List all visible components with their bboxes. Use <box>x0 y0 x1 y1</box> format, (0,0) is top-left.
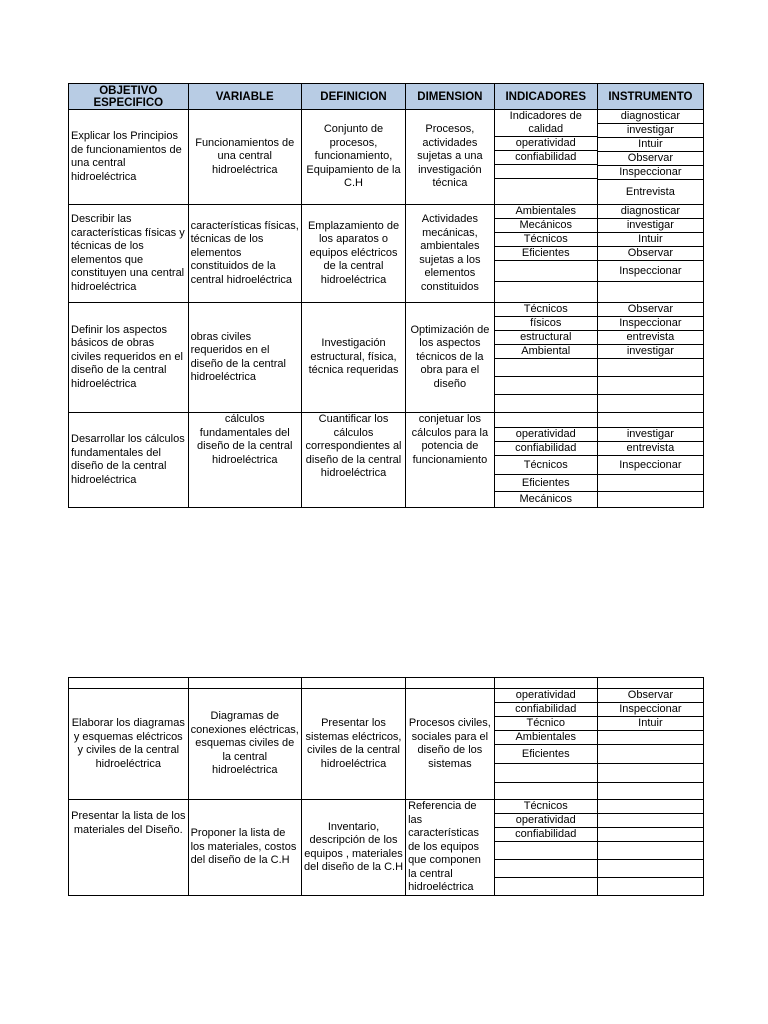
instrument-item: Inspeccionar <box>598 703 703 717</box>
instrument-item <box>598 282 703 303</box>
instrument-item: Observar <box>598 247 703 261</box>
dimension-cell: Optimización de los aspectos técnicos de la obra para el diseño <box>406 303 495 413</box>
indicadores-cell <box>494 110 597 205</box>
blank-row <box>69 678 704 689</box>
instrument-item: Inspeccionar <box>598 166 703 180</box>
instrument-item: Intuir <box>598 138 703 152</box>
header-definicion: DEFINICION <box>301 84 405 110</box>
instrument-item <box>598 731 703 745</box>
header-indicadores: INDICADORES <box>494 84 597 110</box>
instrumentos-cell <box>597 689 703 800</box>
instrumentos-cell <box>597 110 703 205</box>
dimension-cell: Procesos civiles, sociales para el diseño de los sistemas <box>406 689 495 800</box>
instrument-item: Entrevista <box>625 185 675 198</box>
indicator-item: Eficientes <box>495 247 597 261</box>
instrument-item: entrevista <box>598 442 703 456</box>
instrument-item <box>598 828 703 842</box>
indicator-item: Ambientales <box>495 205 597 219</box>
variable-cell: obras civiles requeridos en el diseño de la central hidroeléctrica <box>188 303 301 413</box>
indicator-item <box>495 359 597 377</box>
indicator-item: Mecánicos <box>519 493 573 505</box>
header-objetivo: OBJETIVO ESPECIFICO <box>69 84 189 110</box>
indicator-item <box>495 878 597 896</box>
indicadores-cell <box>494 689 597 800</box>
indicator-item: confiabilidad <box>495 442 597 456</box>
operationalization-table-1 <box>68 83 704 508</box>
table-row <box>69 205 704 303</box>
indicator-item: Ambiental <box>495 345 597 359</box>
indicator-item: Eficientes <box>495 475 597 492</box>
definicion-cell: Presentar los sistemas eléctricos, civiles de la central hidroeléctrica <box>301 689 405 800</box>
variable-cell: cálculos fundamentales del diseño de la central hidroeléctrica <box>188 413 301 508</box>
indicator-item: Técnico <box>495 717 597 731</box>
instrument-item <box>598 764 703 783</box>
instrument-item <box>598 475 703 492</box>
indicadores-cell <box>494 800 597 896</box>
indicator-item <box>495 842 597 860</box>
indicator-item <box>495 377 597 395</box>
indicator-item <box>495 764 597 783</box>
objetivo-cell: Desarrollar los cálculos fundamentales del diseño de la central hidroeléctrica <box>69 413 189 508</box>
operationalization-table-2 <box>68 677 704 896</box>
indicator-item: Técnicos <box>495 800 597 814</box>
header-variable: VARIABLE <box>188 84 301 110</box>
indicator-item <box>495 413 597 428</box>
header-dimension: DIMENSION <box>406 84 495 110</box>
objetivo-cell: Explicar los Principios de funcionamientos de una central hidroeléctrica <box>69 110 189 205</box>
instrument-item: investigar <box>598 124 703 138</box>
indicator-item <box>495 282 597 303</box>
table-row <box>69 110 704 205</box>
instrument-item: entrevista <box>598 331 703 345</box>
indicator-item: Ambientales <box>495 731 597 745</box>
table-row <box>69 800 704 896</box>
indicator-item: confiabilidad <box>495 828 597 842</box>
indicator-item: confiabilidad <box>495 151 597 165</box>
indicadores-cell <box>494 303 597 413</box>
instrument-item <box>598 783 703 800</box>
header-instrumento: INSTRUMENTO <box>597 84 703 110</box>
variable-cell: Proponer la lista de los materiales, costos del diseño de la C.H <box>188 800 301 896</box>
indicator-item: físicos <box>495 317 597 331</box>
instrument-item: Inspeccionar <box>598 456 703 475</box>
header-row <box>69 84 704 110</box>
indicator-item: operatividad <box>495 689 597 703</box>
instrument-item <box>598 413 703 428</box>
dimension-cell: Actividades mecánicas, ambientales sujetas a los elementos constituidos <box>406 205 495 303</box>
definicion-cell: Investigación estructural, física, técnica requeridas <box>301 303 405 413</box>
instrumentos-cell <box>597 205 703 303</box>
instrument-item <box>598 377 703 395</box>
indicator-item <box>495 860 597 878</box>
indicator-item: confiabilidad <box>495 703 597 717</box>
instrument-item <box>598 842 703 860</box>
instrument-item: diagnosticar <box>598 110 703 124</box>
instrument-item: Observar <box>598 689 703 703</box>
instrument-item <box>598 878 703 896</box>
indicator-item: operatividad <box>495 814 597 828</box>
table-row <box>69 303 704 413</box>
instrument-item: Inspeccionar <box>598 261 703 282</box>
objetivo-cell: Describir las características físicas y técnicas de los elementos que constituyen una central hidroeléctrica <box>69 205 189 303</box>
definicion-cell: Cuantificar los cálculos correspondientes al diseño de la central hidroeléctrica <box>301 413 405 508</box>
dimension-cell: Referencia de las características de los equipos que componen la central hidroeléctrica <box>406 800 495 896</box>
table-row <box>69 413 704 508</box>
indicator-item: Mecánicos <box>495 219 597 233</box>
instrumentos-cell <box>597 303 703 413</box>
instrument-item: investigar <box>598 345 703 359</box>
indicadores-cell <box>494 205 597 303</box>
instrument-item <box>598 860 703 878</box>
indicator-item: Técnicos <box>495 303 597 317</box>
indicator-item: Eficientes <box>495 745 597 764</box>
objetivo-cell: Definir los aspectos básicos de obras civiles requeridos en el diseño de la central hidroeléctrica <box>69 303 189 413</box>
instrument-item: Observar <box>598 152 703 166</box>
dimension-cell: Procesos, actividades sujetas a una investigación técnica <box>406 110 495 205</box>
indicator-item: Técnicos <box>495 456 597 475</box>
variable-cell: características físicas, técnicas de los elementos constituidos de la central hidroeléctrica <box>188 205 301 303</box>
instrument-item: investigar <box>598 219 703 233</box>
indicator-item <box>495 261 597 282</box>
instrumentos-cell <box>597 413 703 508</box>
objetivo-cell: Presentar la lista de los materiales del Diseño. <box>69 800 189 896</box>
definicion-cell: Conjunto de procesos, funcionamiento, Equipamiento de la C.H <box>301 110 405 205</box>
instrument-item: Observar <box>598 303 703 317</box>
instrument-item <box>598 492 703 508</box>
variable-cell: Diagramas de conexiones eléctricas, esquemas civiles de la central hidroeléctrica <box>188 689 301 800</box>
indicator-item <box>495 783 597 800</box>
indicator-item <box>495 395 597 413</box>
indicator-item: operatividad <box>495 137 597 151</box>
instrument-item: investigar <box>598 428 703 442</box>
instrument-item: Inspeccionar <box>598 317 703 331</box>
instrument-item: Intuir <box>598 233 703 247</box>
instrument-item <box>598 359 703 377</box>
indicadores-cell <box>494 413 597 508</box>
instrument-item: diagnosticar <box>598 205 703 219</box>
indicator-item: estructural <box>495 331 597 345</box>
definicion-cell: Emplazamiento de los aparatos o equipos eléctricos de la central hidroeléctrica <box>301 205 405 303</box>
indicator-item: operatividad <box>495 428 597 442</box>
instrument-item <box>598 800 703 814</box>
instrumentos-cell <box>597 800 703 896</box>
indicator-item <box>495 179 597 204</box>
indicator-item: Técnicos <box>495 233 597 247</box>
instrument-item: Intuir <box>598 717 703 731</box>
instrument-item <box>598 395 703 413</box>
table-row <box>69 689 704 800</box>
objetivo-cell: Elaborar los diagramas y esquemas eléctricos y civiles de la central hidroeléctrica <box>69 689 189 800</box>
instrument-item <box>598 745 703 764</box>
indicator-item <box>495 165 597 179</box>
instrument-item <box>598 814 703 828</box>
indicator-item: Indicadores de calidad <box>495 110 597 137</box>
dimension-cell: conjetuar los cálculos para la potencia de funcionamiento <box>406 413 495 508</box>
variable-cell: Funcionamientos de una central hidroeléctrica <box>188 110 301 205</box>
definicion-cell: Inventario, descripción de los equipos , materiales del diseño de la C.H <box>301 800 405 896</box>
